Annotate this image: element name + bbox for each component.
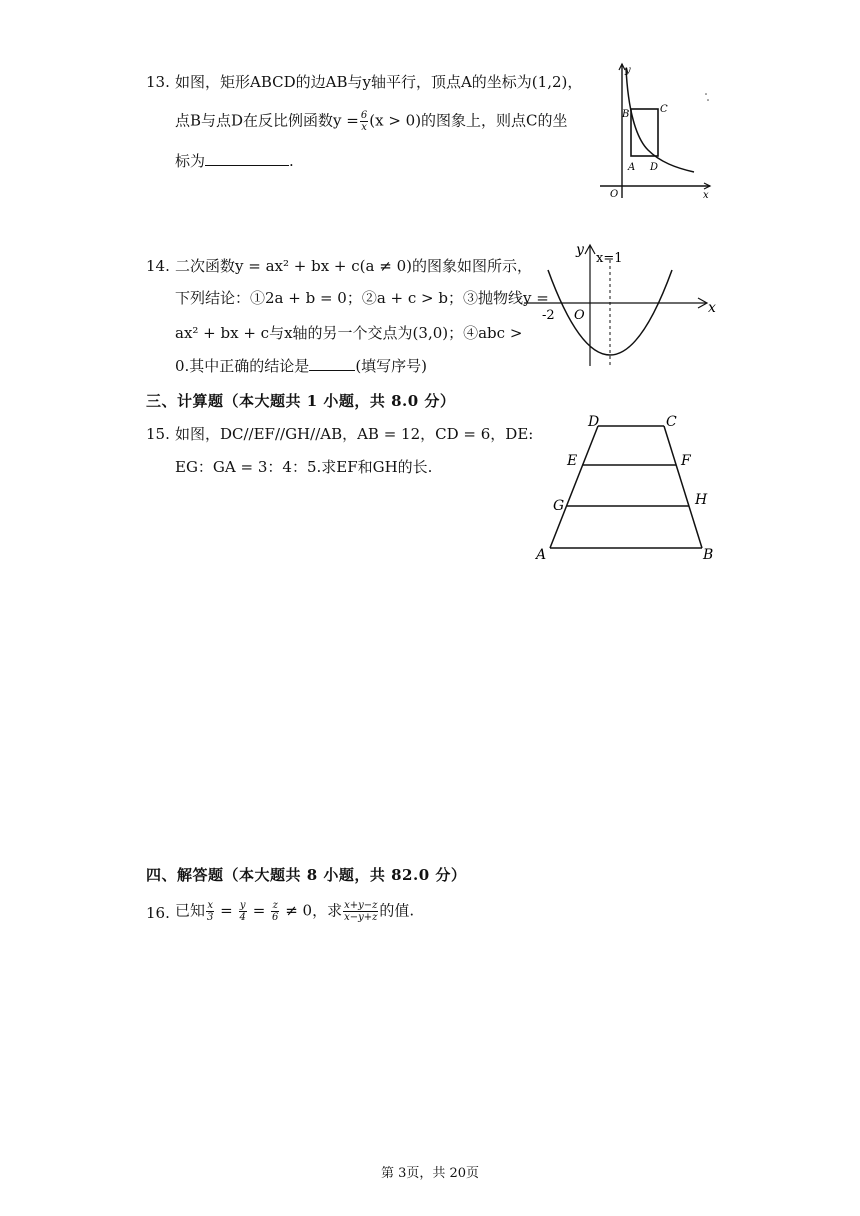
q14-line3: ax² + bx + c与x轴的另一个交点为(3,0)；④abc > (175, 324, 523, 342)
q16-f2-den: 4 (239, 912, 246, 923)
q14-label-o: O (574, 308, 585, 323)
q16-fraction-y-4 (239, 900, 247, 923)
q14-line1: 二次函数y = ax² + bx + c(a ≠ 0)的图象如图所示， (175, 257, 532, 275)
q16-number: 16. (146, 904, 170, 922)
q16-f1-den: 3 (207, 912, 214, 923)
page-footer: 第 3页，共 20页 (380, 1166, 480, 1181)
q16-f4-den: x−y+z (344, 912, 378, 923)
q14-line4 (175, 356, 427, 376)
q14-line4-post: (填写序号) (355, 357, 428, 375)
q13-line3-text: 标为 (175, 152, 206, 170)
q16-f4-num: x+y−z (344, 900, 378, 911)
q13-line2-post: (x > 0)的图象上，则点C的坐 (369, 111, 568, 130)
q16-f1-num: x (207, 900, 214, 911)
q14-label-neg2: -2 (542, 308, 555, 323)
q13-line1: 如图，矩形ABCD的边AB与y轴平行，顶点A的坐标为(1,2)， (175, 73, 583, 91)
q13-label-c: C (660, 104, 668, 115)
q15-label-a: A (536, 547, 547, 563)
q13-answer-blank (205, 151, 289, 166)
q15-label-d: D (588, 414, 600, 430)
q16-post: 的值. (379, 901, 415, 920)
q13-label-o: O (610, 189, 619, 200)
q13-label-x: x (703, 190, 709, 200)
q14-number: 14. (146, 257, 170, 275)
q15-label-f: F (681, 453, 691, 469)
q15-label-b: B (703, 547, 714, 563)
q14-label-y: y (576, 242, 584, 258)
q13-frac-den: x (361, 122, 367, 133)
q13-number: 13. (146, 73, 170, 91)
q15-line1: 如图，DC//EF//GH//AB，AB = 12，CD = 6，DE: (175, 425, 534, 443)
q13-label-b: B (622, 109, 630, 120)
q14-label-x: x (708, 300, 716, 316)
q15-side-ad (550, 426, 598, 548)
q16-f3-den: 6 (272, 912, 279, 923)
q15-number: 15. (146, 425, 170, 443)
q13-label-d: D (650, 162, 659, 173)
q15-figure (532, 412, 722, 564)
section3-title: 三、计算题（本大题共 1 小题，共 8.0 分） (146, 392, 456, 410)
q16-fraction-x-3 (206, 900, 214, 923)
q16-fraction-expression (343, 900, 378, 923)
q13-frac-num: 6 (360, 110, 368, 121)
q14-figure (520, 240, 720, 368)
q13-label-a: A (628, 162, 636, 173)
q16-f3-num: z (272, 900, 278, 911)
q13-label-y: y (625, 65, 631, 76)
q16-pre: 已知 (175, 901, 206, 920)
q13-line3 (175, 151, 294, 171)
q15-label-e: E (567, 453, 578, 469)
q16-fraction-z-6 (271, 900, 279, 923)
q13-line2 (175, 110, 568, 133)
q15-side-bc (664, 426, 702, 548)
q15-label-g: G (553, 498, 565, 514)
q14-parabola (548, 270, 672, 355)
q13-scan-speck (707, 99, 709, 101)
q14-answer-blank (309, 356, 355, 371)
section4-title: 四、解答题（本大题共 8 小题，共 82.0 分） (146, 866, 467, 884)
q16-eq2: = (252, 901, 266, 920)
q14-line2: 下列结论：①2a + b = 0；②a + c > b；③抛物线y = (175, 289, 549, 307)
q13-line3-end: . (289, 152, 294, 170)
q14-line4-pre: 0.其中正确的结论是 (175, 357, 310, 375)
q15-label-c: C (666, 414, 677, 430)
q14-label-x-eq-1: x=1 (596, 251, 623, 266)
q16-neq: ≠ 0，求 (285, 901, 343, 920)
q16-statement (175, 900, 414, 923)
q13-scan-speck (705, 93, 707, 95)
q15-label-h: H (695, 492, 708, 508)
q13-rectangle-abcd (631, 109, 658, 156)
q13-figure (596, 60, 714, 200)
q16-eq1: = (220, 901, 233, 920)
q15-line2: EG：GA = 3：4：5.求EF和GH的长. (175, 458, 433, 476)
q16-f2-num: y (239, 900, 246, 911)
q13-fraction (360, 110, 368, 133)
q13-line2-pre: 点B与点D在反比例函数y = (175, 111, 359, 130)
